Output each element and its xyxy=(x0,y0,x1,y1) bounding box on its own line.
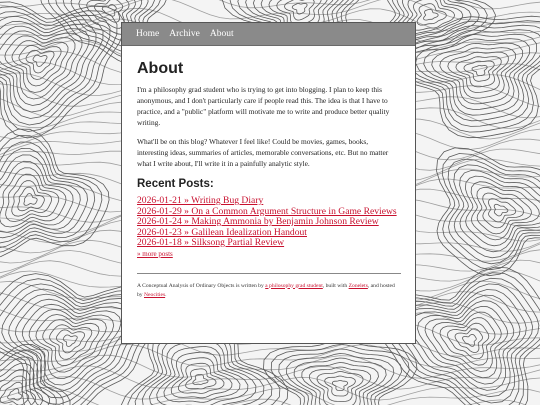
contour-line xyxy=(0,129,109,259)
contour-line xyxy=(309,367,370,405)
contour-line xyxy=(417,4,446,26)
contour-line xyxy=(472,66,487,76)
footer-neocities-link[interactable]: Neocities xyxy=(144,291,166,298)
contour-line xyxy=(448,323,489,359)
recent-posts-heading: Recent Posts: xyxy=(137,178,214,190)
contour-line xyxy=(164,352,240,402)
contour-line xyxy=(440,318,495,366)
nav-home-link[interactable]: Home xyxy=(136,29,160,39)
footer-suffix: . xyxy=(165,291,167,298)
nav-bar xyxy=(122,23,415,46)
contour-line xyxy=(287,354,394,405)
contour-line xyxy=(19,46,61,80)
recent-posts-list xyxy=(137,196,401,259)
contour-line xyxy=(33,55,47,66)
nav-about-link[interactable]: About xyxy=(209,29,234,39)
topics-paragraph: What'll be on this blog? Whatever I feel like! Could be movies, games, books, interesting ideas, summaries of articles, memorable conversations, etc. But no matter what I write about, I'll write it in a painfully analytic style. xyxy=(137,137,389,168)
intro-paragraph: I'm a philosophy grad student who is trying to get into blogging. I plan to keep this anonymous, and I don't particularly care if people read this. The idea is that I have to practice, and a "public" platform will motivate me to write and produce better quality writing. xyxy=(137,85,390,127)
post-link[interactable]: 2026-01-23 » Galilean Idealization Handout xyxy=(137,226,307,238)
contour-line xyxy=(292,3,307,14)
contour-line xyxy=(24,194,37,206)
page-title: About xyxy=(137,60,184,77)
footer xyxy=(137,273,401,300)
main-content xyxy=(122,46,415,300)
contour-line xyxy=(186,369,216,389)
footer-mid2: , and hosted by xyxy=(137,282,395,298)
contour-line xyxy=(440,48,516,99)
post-link[interactable]: 2026-01-29 » On a Common Argument Structure in Game Reviews xyxy=(137,205,397,217)
footer-prefix: A Conceptual Analysis of Ordinary Objects is written by xyxy=(137,282,266,289)
footer-author-link[interactable]: a philosophy grad student xyxy=(265,282,323,289)
contour-line xyxy=(279,349,402,405)
post-link[interactable]: 2026-01-21 » Writing Bug Diary xyxy=(137,195,264,206)
post-link[interactable]: 2026-01-24 » Making Ammonia by Benjamin Johnson Review xyxy=(137,216,379,227)
post-link[interactable]: 2026-01-18 » Silksong Partial Review xyxy=(137,237,285,248)
footer-zonelets-link[interactable]: Zonelets xyxy=(348,282,368,289)
contour-line xyxy=(471,182,539,240)
blog-card xyxy=(121,22,416,344)
contour-line xyxy=(142,335,264,405)
nav-archive-link[interactable]: Archive xyxy=(169,29,200,39)
footer-mid1: , built with xyxy=(322,282,349,289)
contour-line xyxy=(455,329,483,353)
contour-line xyxy=(16,299,129,391)
more-posts-link[interactable]: » more posts xyxy=(137,249,173,258)
